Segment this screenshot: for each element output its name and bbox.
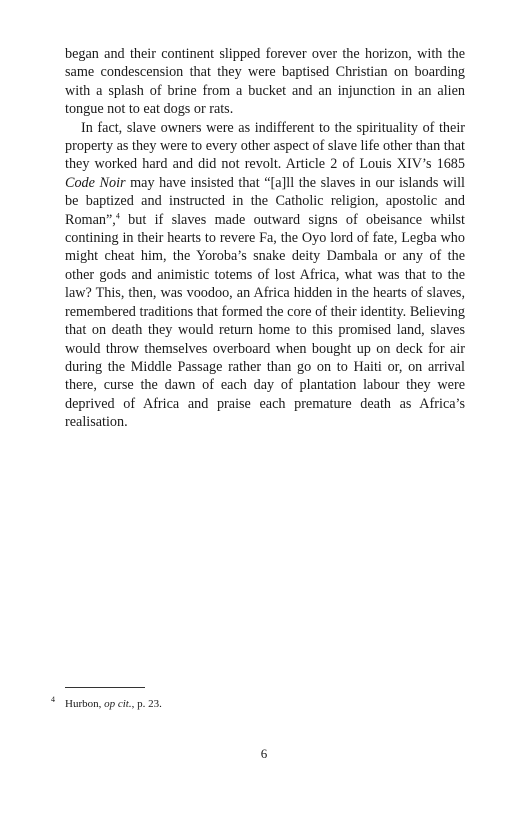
paragraph-text: may have insisted that “[a]ll the slaves in our islands will be baptized and instructed in the Catholic religion, apostolic and Roman”, <box>65 174 466 228</box>
page-number: 6 <box>260 746 268 761</box>
paragraph-text: but if slaves made outward signs of obeisance whilst contining in their hearts to revere Fa, the Oyo lord of fate, Legba who might cheat him, the Yoroba’s snake deity Dambala or any of the other gods and animistic totems of lost Africa, what was that to the law? This, then, was voodoo, an Africa hidden in the hearts of slaves, remembered traditions that formed the core of their identity. Believing that on death they would return home to this promised land, slaves would throw themselves overboard when bought up on deck for air during the Middle Passage rather than go on to Haiti or, on arrival there, curse the dawn of each day of plantation labour they were deprived of Africa and praise each premature death as Africa’s realisation. <box>65 211 465 431</box>
body-text <box>65 45 465 432</box>
paragraph-text: began and their continent slipped forever over the horizon, with the same condescension that they were baptised Christian on boarding with a splash of brine from a bucket and an injunction in an alien tongue not to eat dogs or rats. <box>65 46 465 118</box>
paragraph <box>65 45 465 119</box>
footnote-reference[interactable]: 4 <box>115 210 120 220</box>
footnote-text: Hurbon, <box>65 698 105 710</box>
footnote-divider <box>65 687 145 688</box>
footnote: 4 Hurbon, op cit., p. 23. <box>51 695 162 710</box>
footnote-text: , p. 23. <box>131 698 162 710</box>
book-title: Code Noir <box>65 174 126 191</box>
paragraph <box>65 119 465 432</box>
footnote-italic: op cit. <box>104 698 132 710</box>
paragraph-text: In fact, slave owners were as indifferent to the spirituality of their property as they were to every other aspect of slave life other than that they worked hard and did not revolt. Article 2 of Louis XIV’s 1685 <box>65 119 465 173</box>
